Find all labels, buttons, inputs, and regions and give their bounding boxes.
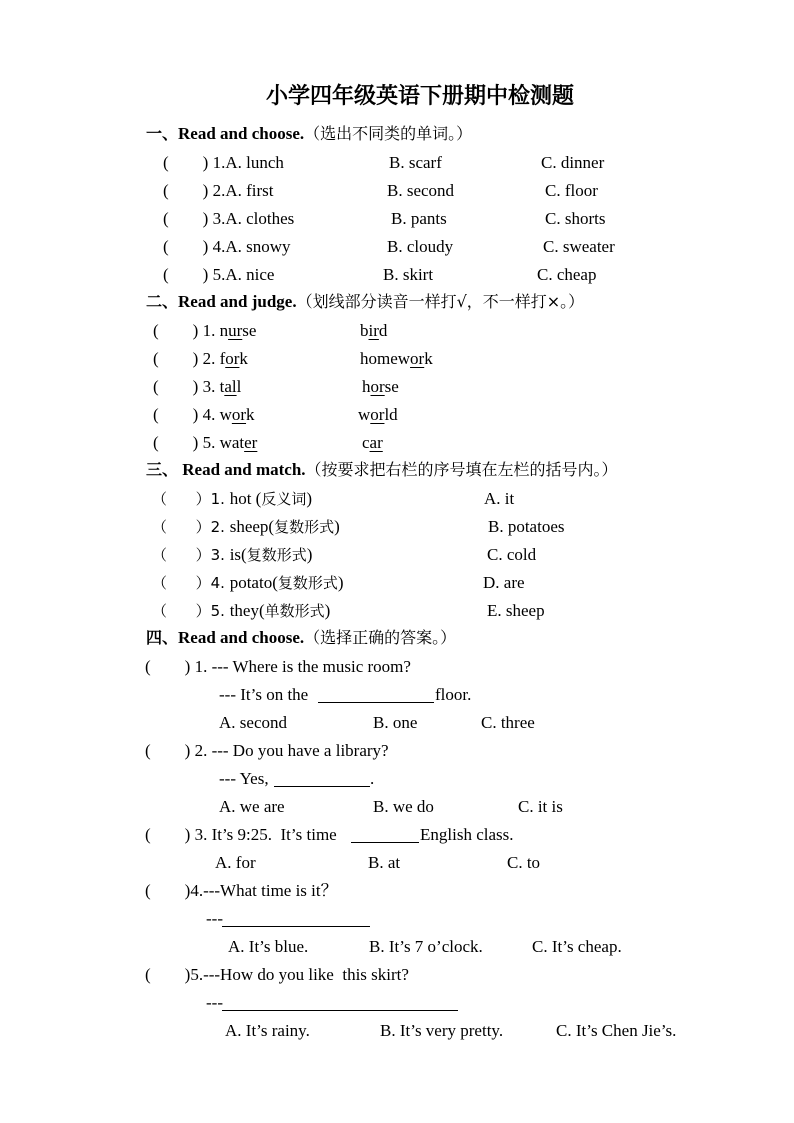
section-3-title: Read and match.: [182, 460, 306, 479]
s4-q3-blank: [351, 842, 419, 843]
s2-q1-word1: ( ) 1. nurse: [153, 321, 257, 340]
s4-q1-answer-start: --- It’s on the: [219, 685, 309, 704]
section-2-number: 二、: [146, 292, 179, 311]
s3-q4-right: D. are: [483, 573, 525, 592]
s4-q5-answer-blank: [222, 1010, 458, 1011]
s2-q5-word1: ( ) 5. water: [153, 433, 258, 452]
s2-q3-word2: horse: [362, 377, 399, 396]
s3-q2-right: B. potatoes: [488, 517, 565, 536]
s2-q5-word2: car: [362, 433, 383, 452]
section-1-heading: [146, 124, 472, 144]
s3-q2-left: （ ）2. sheep(复数形式): [152, 517, 340, 536]
s1-q1-option-c: C. dinner: [541, 153, 605, 172]
s1-q5-option-c: C. cheap: [537, 265, 597, 284]
section-1-number: 一、: [146, 124, 179, 143]
s2-q4-word1: ( ) 4. work: [153, 405, 255, 424]
s2-q3-word1: ( ) 3. tall: [153, 377, 242, 396]
s3-q5-right: E. sheep: [487, 601, 545, 620]
section-1-title: Read and choose.: [178, 124, 305, 143]
section-3-heading: [146, 460, 618, 480]
s2-q2-underline1: or: [225, 349, 240, 368]
s4-q4-question: ( )4.---What time is it？: [145, 881, 338, 900]
s4-q3-question-end: English class.: [420, 825, 514, 844]
s2-q3-underline2: or: [370, 377, 385, 396]
s1-q1-stem: ( ) 1.A. lunch: [163, 153, 284, 172]
s4-q2-answer-blank: [274, 786, 370, 787]
s4-q3-option-a: A. for: [215, 853, 256, 872]
s2-q5-underline1: er: [244, 433, 258, 452]
s1-q5-stem: ( ) 5.A. nice: [163, 265, 275, 284]
s4-q3-option-b: B. at: [368, 853, 401, 872]
s4-q5-answer-start: ---: [206, 993, 223, 1012]
s1-q2-stem: ( ) 2.A. first: [163, 181, 274, 200]
section-2-title: Read and judge.: [178, 292, 297, 311]
s3-q1-right: A. it: [484, 489, 515, 508]
s4-q4-option-a: A. It’s blue.: [228, 937, 309, 956]
section-1-instruction: （选出不同类的单词。）: [304, 124, 473, 143]
s4-q2-answer-start: --- Yes,: [219, 769, 269, 788]
s4-q3-question-start: ( ) 3. It’s 9:25. It’s time: [145, 825, 337, 844]
s2-q1-underline1: ur: [228, 321, 243, 340]
s4-q4-option-b: B. It’s 7 o’clock.: [369, 937, 483, 956]
section-4-instruction: （选择正确的答案。）: [304, 628, 457, 647]
s4-q3-option-c: C. to: [507, 853, 541, 872]
s2-q5-underline2: ar: [369, 433, 383, 452]
s3-q4-left: （ ）4. potato(复数形式): [152, 573, 344, 592]
s4-q5-option-b: B. It’s very pretty.: [380, 1021, 504, 1040]
s4-q1-question: ( ) 1. --- Where is the music room?: [145, 657, 411, 676]
s4-q4-option-c: C. It’s cheap.: [532, 937, 622, 956]
s3-q1-left: （ ）1. hot (反义词): [152, 489, 313, 508]
s1-q5-option-b: B. skirt: [383, 265, 434, 284]
section-3-number: 三、: [146, 460, 179, 479]
s1-q3-option-b: B. pants: [391, 209, 447, 228]
s4-q1-option-a: A. second: [219, 713, 287, 732]
s4-q1-answer-blank: [318, 702, 434, 703]
s4-q1-option-c: C. three: [481, 713, 535, 732]
s3-q3-left: （ ）3. is(复数形式): [152, 545, 313, 564]
section-4-title: Read and choose.: [178, 628, 305, 647]
s2-q2-underline2: or: [410, 349, 425, 368]
s2-q2-word1: ( ) 2. fork: [153, 349, 248, 368]
s4-q4-answer-start: ---: [206, 909, 223, 928]
s4-q2-option-c: C. it is: [518, 797, 563, 816]
section-2-heading: [146, 292, 584, 312]
section-2-instruction: （划线部分读音一样打√，不一样打×。）: [296, 292, 585, 311]
s2-q1-underline2: ir: [368, 321, 379, 340]
s4-q2-answer-end: .: [370, 769, 375, 788]
section-4-number: 四、: [146, 628, 179, 647]
s2-q4-underline2: or: [370, 405, 385, 424]
s1-q3-option-c: C. shorts: [545, 209, 606, 228]
s1-q2-option-b: B. second: [387, 181, 455, 200]
s1-q4-option-c: C. sweater: [543, 237, 615, 256]
s4-q5-option-c: C. It’s Chen Jie’s.: [556, 1021, 677, 1040]
s4-q5-question: ( )5.---How do you like this skirt?: [145, 965, 409, 984]
s2-q4-word2: world: [358, 405, 398, 424]
s1-q3-stem: ( ) 3.A. clothes: [163, 209, 295, 228]
s1-q1-option-b: B. scarf: [389, 153, 442, 172]
s4-q5-option-a: A. It’s rainy.: [225, 1021, 310, 1040]
s4-q1-option-b: B. one: [373, 713, 418, 732]
page-title: 小学四年级英语下册期中检测题: [265, 84, 574, 109]
s3-q5-left: （ ）5. they(单数形式): [152, 601, 331, 620]
s1-q2-option-c: C. floor: [545, 181, 598, 200]
s4-q2-question: ( ) 2. --- Do you have a library?: [145, 741, 389, 760]
s2-q3-underline1: al: [224, 377, 237, 396]
section-4-heading: [146, 628, 456, 648]
s1-q4-stem: ( ) 4.A. snowy: [163, 237, 291, 256]
s1-q4-option-b: B. cloudy: [387, 237, 454, 256]
s4-q1-answer-end: floor.: [435, 685, 472, 704]
s4-q2-option-a: A. we are: [219, 797, 285, 816]
s4-q4-answer-blank: [222, 926, 370, 927]
s4-q2-option-b: B. we do: [373, 797, 434, 816]
s2-q2-word2: homework: [360, 349, 433, 368]
section-3-instruction: （按要求把右栏的序号填在左栏的括号内。）: [305, 460, 618, 479]
s3-q3-right: C. cold: [487, 545, 537, 564]
s2-q4-underline1: or: [231, 405, 247, 424]
s2-q1-word2: bird: [360, 321, 388, 340]
